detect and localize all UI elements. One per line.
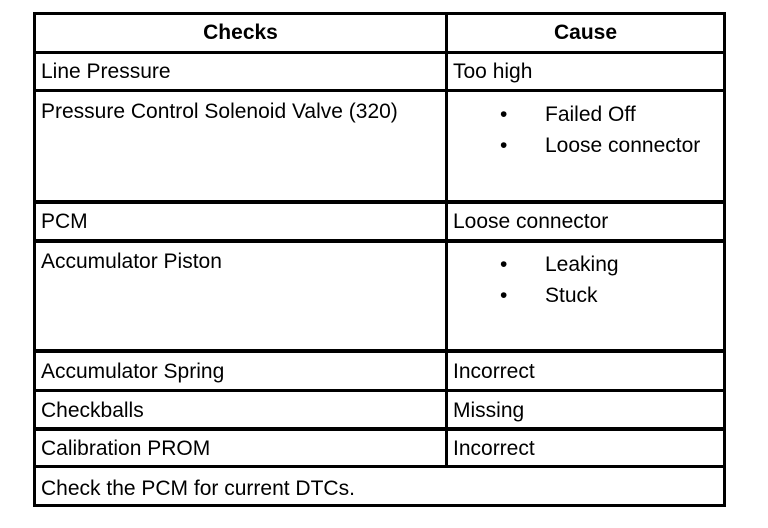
cause-line-pressure: Too high xyxy=(453,60,533,83)
row-divider xyxy=(36,389,723,392)
bullet-icon: • xyxy=(500,134,508,157)
cause-list-accumulator-piston xyxy=(448,253,723,315)
check-accumulator-spring: Accumulator Spring xyxy=(41,360,225,383)
check-accumulator-piston: Accumulator Piston xyxy=(41,250,222,273)
cause-checkballs: Missing xyxy=(453,399,525,422)
checks-cause-table xyxy=(33,12,726,507)
row-divider xyxy=(36,427,723,431)
list-item xyxy=(448,134,723,165)
bullet-icon: • xyxy=(500,103,508,126)
cause-list-solenoid xyxy=(448,103,723,165)
cause-leaking: Leaking xyxy=(545,253,619,276)
row-divider xyxy=(36,200,723,204)
cause-pcm: Loose connector xyxy=(453,210,609,233)
list-item xyxy=(448,103,723,134)
row-divider xyxy=(36,51,723,54)
list-item xyxy=(448,284,723,315)
list-item xyxy=(448,253,723,284)
table-footer-note: Check the PCM for current DTCs. xyxy=(41,477,355,500)
check-line-pressure: Line Pressure xyxy=(41,60,171,83)
row-divider xyxy=(36,465,723,468)
row-divider xyxy=(36,349,723,353)
row-divider xyxy=(36,89,723,92)
check-pcm: PCM xyxy=(41,210,88,233)
cause-accumulator-spring: Incorrect xyxy=(453,360,535,383)
bullet-icon: • xyxy=(500,284,508,307)
bullet-icon: • xyxy=(500,253,508,276)
row-divider xyxy=(36,239,723,243)
cause-calibration-prom: Incorrect xyxy=(453,437,535,460)
header-cause: Cause xyxy=(553,21,618,44)
cause-loose-connector: Loose connector xyxy=(545,134,701,157)
cause-failed-off: Failed Off xyxy=(545,103,636,126)
check-checkballs: Checkballs xyxy=(41,399,144,422)
check-calibration-prom: Calibration PROM xyxy=(41,437,211,460)
header-checks: Checks xyxy=(203,21,278,44)
check-pressure-control-solenoid: Pressure Control Solenoid Valve (320) xyxy=(41,100,398,123)
cause-stuck: Stuck xyxy=(545,284,598,307)
